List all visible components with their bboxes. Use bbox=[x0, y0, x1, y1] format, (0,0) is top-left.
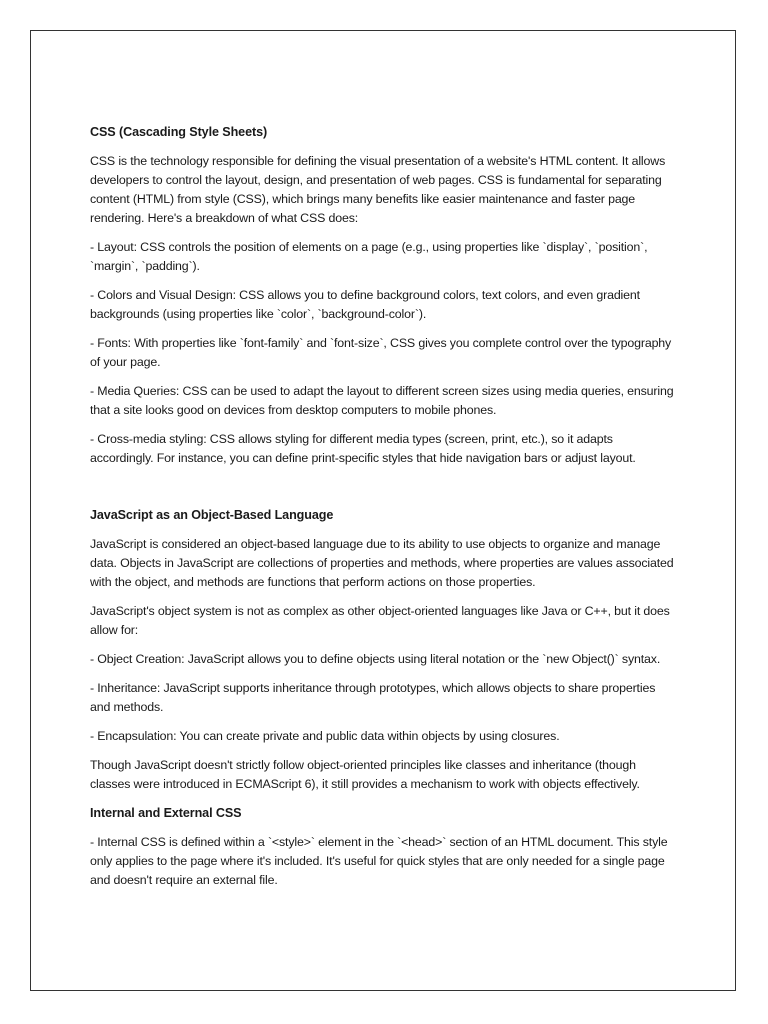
css-item-fonts: - Fonts: With properties like `font-family` and `font-size`, CSS gives you complete control over the typography of your page. bbox=[90, 336, 672, 369]
internal-css-paragraph: - Internal CSS is defined within a `<style>` element in the `<head>` section of an HTML document. This style only applies to the page where it's included. It's useful for quick styles that are only needed for a single page and doesn't require an external file. bbox=[90, 835, 668, 887]
css-section-heading: CSS (Cascading Style Sheets) bbox=[90, 125, 268, 139]
css-item-cross-media: - Cross-media styling: CSS allows styling for different media types (screen, print, etc.), so it adapts accordingly. For instance, you can define print-specific styles that hide navigation bars or adjust layout. bbox=[90, 432, 636, 465]
js-conclusion-paragraph: Though JavaScript doesn't strictly follow object-oriented principles like classes and inheritance (though classes were introduced in ECMAScript 6), it still provides a mechanism to work with objects effectively. bbox=[90, 758, 640, 791]
css-item-media-queries: - Media Queries: CSS can be used to adapt the layout to different screen sizes using media queries, ensuring that a site looks good on devices from desktop computers to mobile phones. bbox=[90, 384, 674, 417]
js-intro-paragraph: JavaScript is considered an object-based language due to its ability to use objects to organize and manage data. Objects in JavaScript are collections of properties and methods, where properties are values associated with the object, and methods are functions that perform actions on those properties. bbox=[90, 537, 674, 589]
css-intro-paragraph: CSS is the technology responsible for defining the visual presentation of a website's HTML content. It allows developers to control the layout, design, and presentation of web pages. CSS is fundamental for separating content (HTML) from style (CSS), which brings many benefits like easier maintenance and faster page rendering. Here's a breakdown of what CSS does: bbox=[90, 154, 666, 225]
document-content bbox=[90, 123, 678, 900]
css-item-layout: - Layout: CSS controls the position of elements on a page (e.g., using properties like `display`, `position`, `margin`, `padding`). bbox=[90, 240, 648, 273]
js-section-heading: JavaScript as an Object-Based Language bbox=[90, 508, 334, 522]
document-page bbox=[30, 30, 736, 991]
js-item-inheritance: - Inheritance: JavaScript supports inheritance through prototypes, which allows objects to share properties and methods. bbox=[90, 681, 656, 714]
js-item-encapsulation: - Encapsulation: You can create private and public data within objects by using closures. bbox=[90, 729, 560, 743]
js-item-object-creation: - Object Creation: JavaScript allows you to define objects using literal notation or the `new Object()` syntax. bbox=[90, 652, 661, 666]
js-intro2-paragraph: JavaScript's object system is not as complex as other object-oriented languages like Java or C++, but it does allow for: bbox=[90, 604, 670, 637]
section-spacer bbox=[90, 478, 678, 506]
css-item-colors: - Colors and Visual Design: CSS allows you to define background colors, text colors, and even gradient backgrounds (using properties like `color`, `background-color`). bbox=[90, 288, 640, 321]
internal-external-heading: Internal and External CSS bbox=[90, 806, 242, 820]
